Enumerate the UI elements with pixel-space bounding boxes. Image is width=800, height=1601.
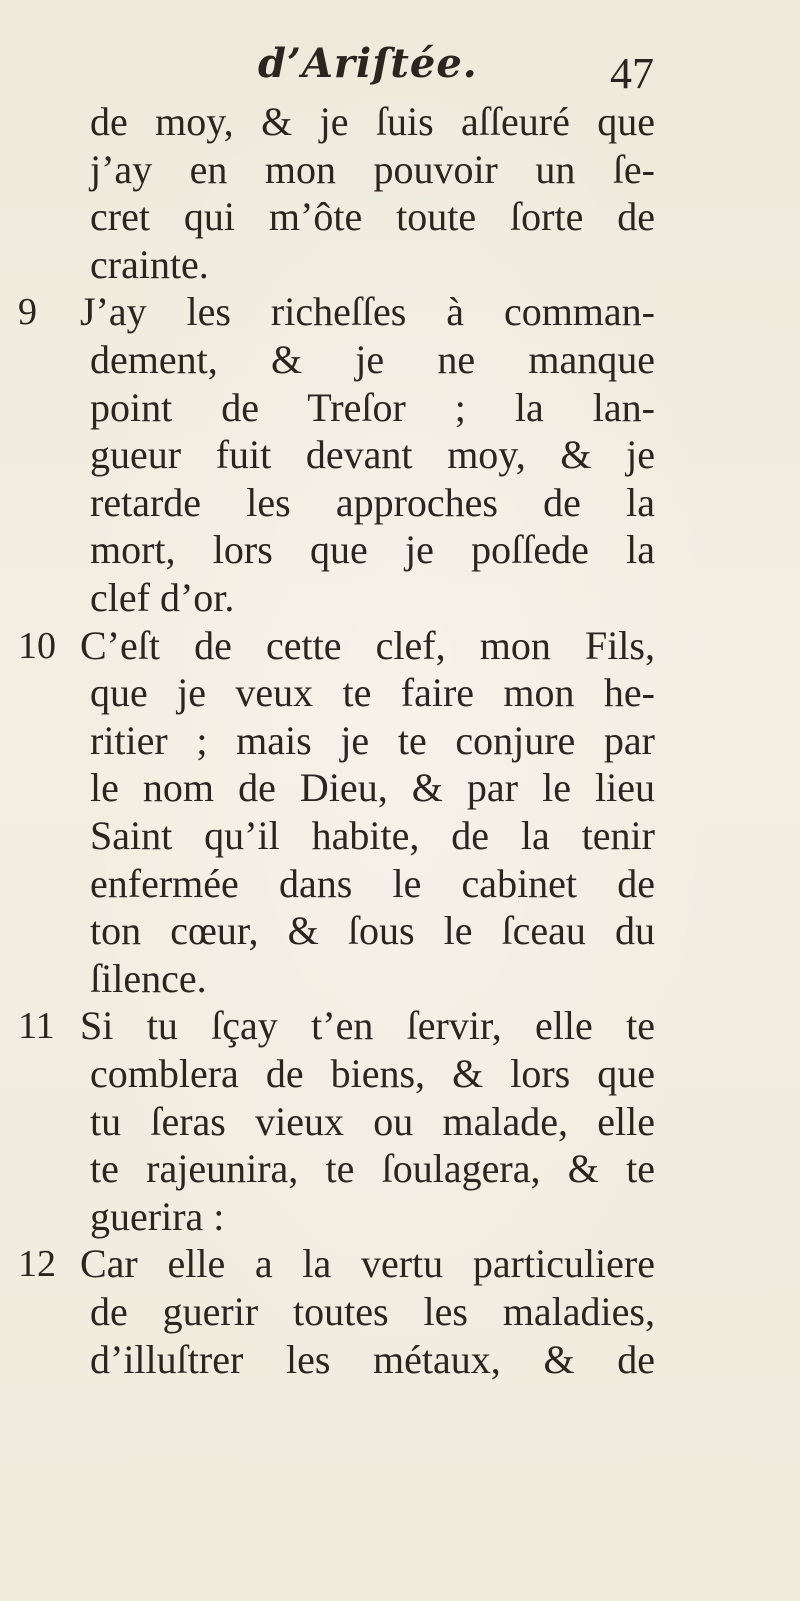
text-line	[0, 526, 800, 574]
text-line	[0, 1098, 800, 1146]
line-text: Si tu ſçay t’en ſervir, elle te	[80, 1003, 655, 1049]
text-line	[0, 955, 800, 1003]
text-line	[0, 574, 800, 622]
line-text: ritier ; mais je te conjure par	[90, 717, 655, 763]
text-line	[0, 907, 800, 955]
verse-number: 10	[18, 624, 56, 667]
line-text: que je veux te faire mon he-	[90, 670, 655, 716]
line-text: Saint qu’il habite, de la tenir	[90, 813, 655, 858]
line-text: mort, lors que je poſſede la	[90, 527, 655, 573]
text-line	[0, 241, 800, 289]
text-line	[0, 431, 800, 479]
text-line	[0, 1193, 800, 1241]
text-line	[0, 1145, 800, 1193]
text-line	[0, 860, 800, 908]
text-line	[0, 98, 800, 146]
text-line	[0, 669, 800, 717]
text-line	[0, 384, 800, 432]
line-text: d’illuſtrer les métaux, & de	[90, 1336, 655, 1382]
verse-number: 12	[18, 1243, 56, 1286]
line-text: de moy, & je ſuis aſſeuré que	[90, 99, 655, 144]
line-text: retarde les approches de la	[90, 479, 655, 525]
line-text: cret qui m’ôte toute ſorte de	[90, 194, 655, 240]
line-text: ton cœur, & ſous le ſceau du	[90, 908, 655, 954]
line-text: j’ay en mon pouvoir un ſe-	[90, 146, 655, 192]
line-text: tu ſeras vieux ou malade, elle	[90, 1098, 655, 1144]
line-text: le nom de Dieu, & par le lieu	[90, 765, 655, 811]
text-line	[0, 812, 800, 860]
line-text: te rajeunira, te ſoulagera, & te	[90, 1146, 655, 1192]
text-line	[0, 717, 800, 765]
verse-first-line	[0, 288, 800, 336]
verse-first-line	[0, 622, 800, 670]
line-text: comblera de biens, & lors que	[90, 1051, 655, 1096]
line-text: guerira :	[90, 1193, 225, 1239]
text-line	[0, 1336, 800, 1384]
verse-number: 9	[18, 291, 37, 334]
line-text: clef d’or.	[90, 575, 235, 620]
text-line	[0, 764, 800, 812]
verse-number: 11	[18, 1005, 55, 1048]
verse-first-line	[0, 1002, 800, 1050]
line-text: C’eſt de cette clef, mon Fils,	[80, 622, 655, 668]
line-text: dement, & je ne manque	[90, 337, 655, 382]
text-line	[0, 1050, 800, 1098]
verse-first-line	[0, 1240, 800, 1288]
line-text: ſilence.	[90, 955, 207, 1001]
line-text: crainte.	[90, 241, 209, 287]
line-text: Car elle a la vertu particuliere	[80, 1241, 655, 1287]
page-number: 47	[610, 49, 654, 98]
line-text: enfermée dans le cabinet de	[90, 860, 655, 906]
text-line	[0, 193, 800, 241]
text-line	[0, 1288, 800, 1336]
line-text: gueur fuit devant moy, & je	[90, 432, 655, 478]
line-text: point de Treſor ; la lan-	[90, 384, 655, 430]
line-text: J’ay les richeſſes à comman-	[80, 289, 655, 335]
text-line	[0, 336, 800, 384]
text-line	[0, 146, 800, 194]
text-line	[0, 479, 800, 527]
running-title: d’Ariſtée.	[258, 40, 478, 87]
line-text: de guerir toutes les maladies,	[90, 1289, 655, 1334]
